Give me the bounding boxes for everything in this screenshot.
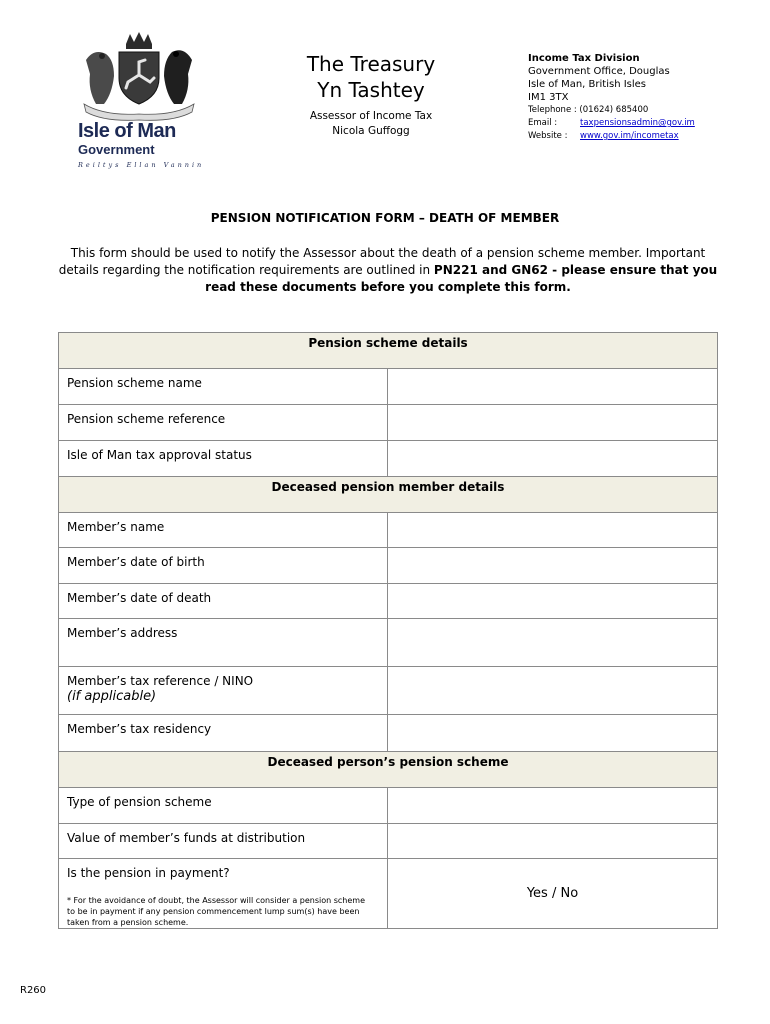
contact-block xyxy=(528,52,728,143)
label-in-payment xyxy=(59,859,388,929)
telephone xyxy=(528,104,728,117)
in-payment-yes-no-field[interactable]: Yes / No xyxy=(388,859,718,929)
notification-form-table xyxy=(58,332,718,929)
isle-of-man-government-logo xyxy=(74,30,204,172)
section-header-deceased-scheme: Deceased person’s pension scheme xyxy=(59,752,718,788)
address-line-1: Government Office, Douglas xyxy=(528,66,670,77)
label-funds-value: Value of member’s funds at distribution xyxy=(59,824,388,859)
address-line-2: Isle of Man, British Isles xyxy=(528,79,647,90)
member-address-field[interactable] xyxy=(388,619,718,667)
treasury-heading xyxy=(285,51,457,139)
website-row xyxy=(528,130,728,143)
website-label: Website : xyxy=(528,131,568,141)
label-scheme-reference: Pension scheme reference xyxy=(59,405,388,441)
form-title: PENSION NOTIFICATION FORM – DEATH OF MEMBER xyxy=(210,211,560,225)
scheme-reference-field[interactable] xyxy=(388,405,718,441)
scheme-type-field[interactable] xyxy=(388,788,718,824)
label-member-residency: Member’s tax residency xyxy=(59,715,388,752)
label-member-dob: Member’s date of birth xyxy=(59,548,388,584)
section-header-member-details: Deceased pension member details xyxy=(59,477,718,513)
intro-bold-text: PN221 and GN62 - please ensure that you read these documents before you complete this form. xyxy=(205,263,718,294)
approval-status-field[interactable] xyxy=(388,441,718,477)
member-dod-field[interactable] xyxy=(388,584,718,619)
label-member-name: Member’s name xyxy=(59,513,388,548)
postcode: IM1 3TX xyxy=(528,92,569,103)
email-row xyxy=(528,117,728,130)
scheme-name-field[interactable] xyxy=(388,369,718,405)
label-member-taxref xyxy=(59,667,388,715)
funds-value-field[interactable] xyxy=(388,824,718,859)
label-scheme-name: Pension scheme name xyxy=(59,369,388,405)
member-taxref-field[interactable] xyxy=(388,667,718,715)
telephone-text: Telephone : (01624) 685400 xyxy=(528,105,649,115)
member-taxref-note: (if applicable) xyxy=(67,689,157,704)
member-dob-field[interactable] xyxy=(388,548,718,584)
logo-brand-text: Isle of Man xyxy=(78,120,176,142)
member-name-field[interactable] xyxy=(388,513,718,548)
logo-motto: Reiltys Ellan Vannin xyxy=(78,161,205,169)
treasury-title: The Treasury xyxy=(306,52,436,76)
treasury-title-manx: Yn Tashtey xyxy=(317,78,425,102)
intro-text: This form should be used to notify the Assessor about the death of a pension scheme member. Important details regarding the notification requirements are outlined in xyxy=(58,246,706,277)
form-reference: R260 xyxy=(20,985,47,996)
isle-of-man-crest-icon xyxy=(74,30,204,122)
label-scheme-type: Type of pension scheme xyxy=(59,788,388,824)
member-taxref-text: Member’s tax reference / NINO xyxy=(67,674,254,688)
label-member-address: Member’s address xyxy=(59,619,388,667)
assessor-role: Assessor of Income Tax xyxy=(309,110,433,122)
in-payment-note: * For the avoidance of doubt, the Assessor will consider a pension scheme to be in payment if any pension commencement lump sum(s) have been taken from a pension scheme. xyxy=(67,896,366,927)
label-approval-status: Isle of Man tax approval status xyxy=(59,441,388,477)
email-label: Email : xyxy=(528,118,558,128)
logo-government-text: Government xyxy=(78,142,155,157)
division-name: Income Tax Division xyxy=(528,53,640,64)
form-intro xyxy=(50,245,726,296)
website-link[interactable]: www.gov.im/incometax xyxy=(580,131,679,141)
section-header-scheme-details: Pension scheme details xyxy=(59,333,718,369)
label-member-dod: Member’s date of death xyxy=(59,584,388,619)
assessor-name: Nicola Guffogg xyxy=(332,125,410,137)
in-payment-text: Is the pension in payment? xyxy=(67,866,230,880)
member-residency-field[interactable] xyxy=(388,715,718,752)
email-link[interactable]: taxpensionsadmin@gov.im xyxy=(580,118,695,128)
